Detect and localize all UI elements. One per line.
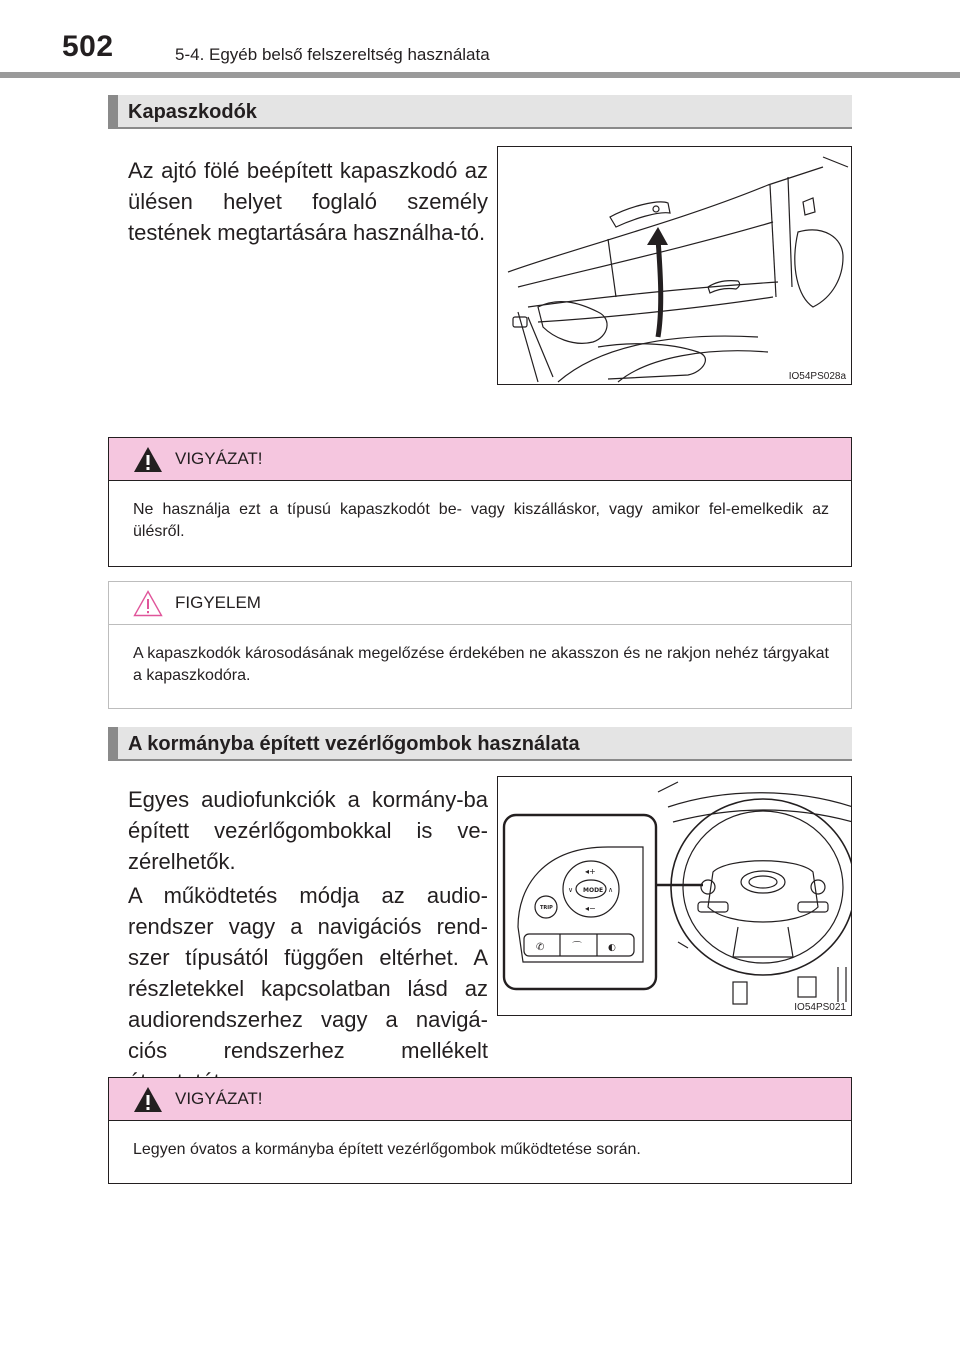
trip-button-label: TRIP [540, 905, 553, 911]
steering-wheel-illustration [497, 776, 852, 1016]
steering-wheel-drawing [498, 777, 852, 1016]
warning-triangle-icon [133, 1086, 163, 1113]
warning-text: Ne használja ezt a típusú kapaszkodót be- vagy kiszálláskor, vagy amikor fel-emelkedik az ülésről. [133, 501, 829, 540]
header-rule [0, 72, 960, 78]
grab-handle-description: Az ajtó fölé beépített kapaszkodó az ülésen helyet foglaló személy testének megtartására használha-tó. [128, 158, 488, 245]
steering-switch-details: A működtetés módja az audio-rendszer vagy a navigációs rend-szer típusától függően eltérhet. A részletekkel kapcsolatban lásd az audiorendszerhez vagy a navigá-ciós rendszerhez mellékelt [128, 883, 488, 1063]
figure-code: IO54PS028a [788, 371, 846, 382]
svg-text:∧: ∧ [608, 886, 614, 894]
svg-text:◂+: ◂+ [585, 867, 596, 876]
notice-text: A kapaszkodók károsodásának megelőzése érdekében ne akasszon és ne rakjon nehéz tárgyakat a kapaszkodóra. [133, 645, 829, 684]
notice-header [109, 582, 851, 625]
warning-text: Legyen óvatos a kormányba épített vezérlőgombok működtetése során. [133, 1141, 641, 1158]
steering-switch-intro: Egyes audiofunkciók a kormány-ba épített vezérlőgombokkal is ve-zérelhetők. [128, 787, 488, 874]
grab-handle-illustration [497, 146, 852, 385]
warning-header [109, 1078, 851, 1121]
mode-button-label: MODE [583, 887, 604, 894]
warning-box-grab-handle [108, 437, 852, 567]
svg-text:∨: ∨ [568, 886, 574, 894]
section-heading-text: Kapaszkodók [128, 101, 257, 123]
section-heading-bar [108, 95, 118, 127]
warning-title: VIGYÁZAT! [175, 449, 263, 468]
notice-box-grab-handle [108, 581, 852, 709]
section-heading-grab-handles [108, 95, 852, 129]
warning-box-steering-switches [108, 1077, 852, 1184]
page-number: 502 [62, 30, 114, 63]
svg-text:◐: ◐ [608, 943, 616, 953]
figure-code: IO54PS021 [794, 1002, 846, 1013]
notice-triangle-icon [133, 590, 163, 617]
chapter-title: 5-4. Egyéb belső felszereltség használata [175, 45, 490, 64]
svg-text:◂−: ◂− [585, 904, 596, 913]
section-heading-text: A kormányba épített vezérlőgombok használata [128, 733, 580, 755]
notice-title: FIGYELEM [175, 593, 261, 612]
warning-triangle-icon [133, 446, 163, 473]
warning-title: VIGYÁZAT! [175, 1089, 263, 1108]
svg-text:✆: ✆ [536, 942, 545, 953]
svg-text:⌒: ⌒ [572, 942, 582, 953]
door-interior-drawing [498, 147, 852, 385]
section-heading-bar [108, 727, 118, 759]
warning-header [109, 438, 851, 481]
section-heading-steering-switches [108, 727, 852, 761]
